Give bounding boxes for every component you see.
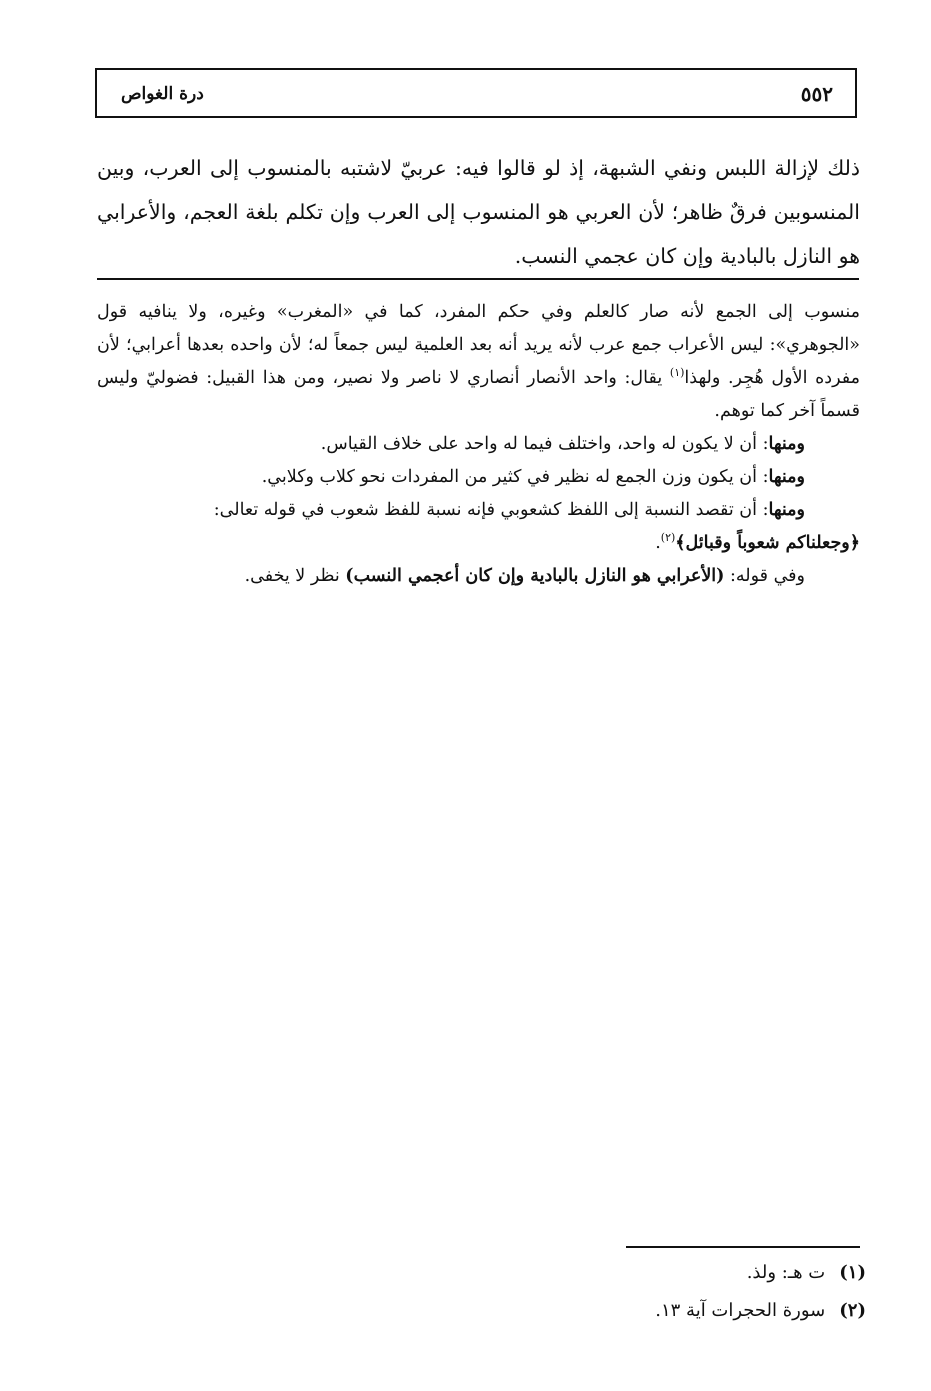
commentary-text-a: منسوب إلى الجمع لأنه صار كالعلم وفي حكم المفرد، كما في «المغرب» وغيره، ولا ينافيه قول «الجوهري»: ليس الأعراب جمع عرب لأنه يريد أنه بعد العلمية ليس جمعاً له؛ لأن واحده بعدها أعرابي؛ لأن مفرده الأول هُجِر. ولهذا (97, 302, 860, 388)
footnote-item (480, 1292, 866, 1330)
quran-verse-line (97, 527, 860, 560)
closing-prefix: وفي قوله: (724, 566, 805, 586)
footnotes-divider (626, 1246, 860, 1248)
item-text: : أن لا يكون له واحد، واختلف فيما له واحد على خلاف القياس. (320, 434, 769, 454)
page-number: ٥٥٢ (800, 82, 833, 106)
list-item (97, 494, 860, 527)
closing-suffix: نظر لا يخفى. (244, 566, 346, 586)
page-header (95, 68, 857, 118)
footnote-ref-1[interactable]: (١) (669, 366, 685, 380)
text-divider (97, 278, 859, 280)
commentary-text-b: يقال: واحد الأنصار أنصاري لا ناصر ولا نصير، ومن هذا القبيل: فضوليّ وليس قسماً آخر كما توهم. (97, 368, 860, 421)
footnote-item (480, 1254, 866, 1292)
quran-verse: ﴿وجعلناكم شعوباً وقبائل﴾ (675, 533, 860, 553)
item-label: ومنها (768, 467, 805, 487)
item-label: ومنها (768, 434, 805, 454)
item-label: ومنها (768, 500, 805, 520)
footnote-text: ت هـ: ولذ. (746, 1262, 826, 1283)
footnote-number: (١) (839, 1262, 866, 1283)
footnote-ref-2[interactable]: (٢) (660, 531, 676, 545)
commentary-paragraph (97, 296, 860, 428)
list-item (97, 428, 860, 461)
footnote-text: سورة الحجرات آية ١٣. (655, 1300, 826, 1321)
list-item (97, 461, 860, 494)
main-text-block (97, 146, 860, 278)
commentary-block (97, 296, 860, 593)
main-paragraph: ذلك لإزالة اللبس ونفي الشبهة، إذ لو قالوا فيه: عربيّ لاشتبه بالمنسوب إلى العرب، وبين المنسوبين فرقٌ ظاهر؛ لأن العربي هو المنسوب إلى العرب وإن تكلم بلغة العجم، والأعرابي هو النازل بالبادية وإن كان عجمي النسب. (97, 156, 860, 268)
item-text: : أن تقصد النسبة إلى اللفظ كشعوبي فإنه نسبة للفظ شعوب في قوله تعالى: (213, 500, 769, 520)
footnote-number: (٢) (839, 1300, 866, 1321)
closing-quote: (الأعرابي هو النازل بالبادية وإن كان أعجمي النسب) (345, 566, 725, 586)
closing-paragraph (97, 560, 860, 593)
running-title: درة الغواص (121, 84, 204, 104)
footnotes (480, 1254, 866, 1330)
verse-end: . (655, 533, 661, 553)
item-text: : أن يكون وزن الجمع له نظير في كثير من المفردات نحو كلاب وكلابي. (261, 467, 769, 487)
